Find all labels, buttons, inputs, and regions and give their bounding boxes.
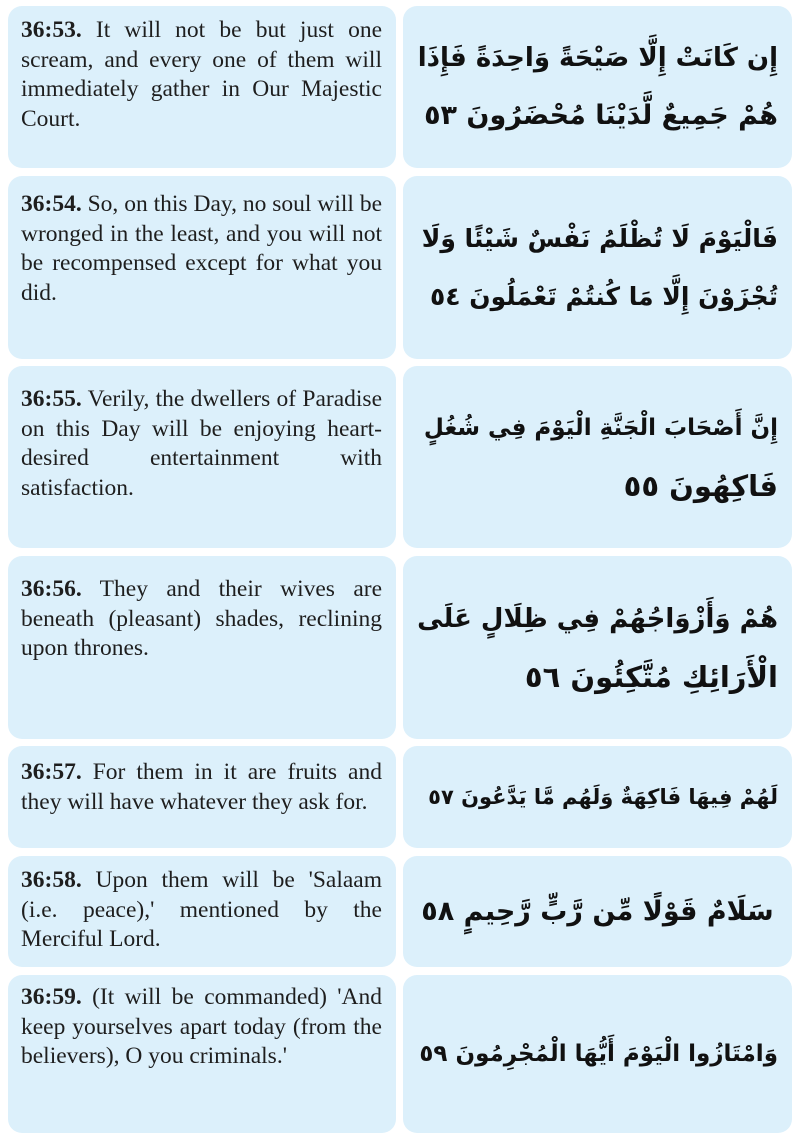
arabic-verse bbox=[417, 29, 778, 145]
verse-row-36-53 bbox=[8, 6, 792, 168]
english-translation-card bbox=[8, 975, 396, 1133]
english-translation bbox=[21, 385, 382, 503]
verse-reference: 36:55. bbox=[21, 386, 82, 412]
verse-reference: 36:56. bbox=[21, 576, 82, 602]
arabic-line: سَلَامٌ قَوْلًا مِّن رَّبٍّ رَّحِيمٍ ٥٨ bbox=[421, 895, 774, 927]
verse-row-36-55 bbox=[8, 366, 792, 548]
english-translation bbox=[21, 758, 382, 817]
arabic-line: هُمْ وَأَزْوَاجُهُمْ فِي ظِلَالٍ عَلَى bbox=[417, 603, 778, 634]
verse-row-36-57 bbox=[8, 746, 792, 848]
english-translation-card bbox=[8, 746, 396, 848]
translation-text: So, on this Day, no soul will be wronged in the least, and you will not be recompensed except for what you did. bbox=[21, 191, 383, 306]
arabic-line: فَاكِهُونَ ٥٥ bbox=[623, 469, 778, 503]
verse-row-36-54 bbox=[8, 176, 792, 359]
english-translation-card bbox=[8, 366, 396, 548]
english-translation bbox=[21, 575, 382, 664]
verse-reference: 36:58. bbox=[21, 867, 82, 893]
arabic-verse-card bbox=[403, 176, 792, 359]
english-translation bbox=[21, 983, 382, 1072]
arabic-line: الْأَرَائِكِ مُتَّكِئُونَ ٥٦ bbox=[524, 659, 778, 694]
arabic-line: فَالْيَوْمَ لَا تُظْلَمُ نَفْسٌ شَيْئًا وَلَا bbox=[421, 223, 778, 253]
translation-text: (It will be commanded) 'And keep yourselves apart today (from the believers), O you criminals.' bbox=[21, 984, 382, 1069]
verse-reference: 36:54. bbox=[21, 191, 82, 217]
verse-row-36-59 bbox=[8, 975, 792, 1133]
verse-reference: 36:59. bbox=[21, 984, 82, 1010]
verse-row-36-58 bbox=[8, 856, 792, 967]
english-translation-card bbox=[8, 856, 396, 967]
arabic-line: لَهُمْ فِيهَا فَاكِهَةٌ وَلَهُم مَّا يَدَّعُونَ ٥٧ bbox=[428, 785, 778, 809]
arabic-verse bbox=[417, 210, 778, 326]
arabic-line: تُجْزَوْنَ إِلَّا مَا كُنتُمْ تَعْمَلُونَ ٥٤ bbox=[430, 281, 778, 311]
arabic-verse bbox=[417, 768, 778, 826]
translation-text: Verily, the dwellers of Paradise on this Day will be enjoying heart-desired entertainment with satisfaction. bbox=[21, 386, 383, 501]
arabic-line: هُمْ جَمِيعٌ لَّدَيْنَا مُحْضَرُونَ ٥٣ bbox=[424, 100, 778, 131]
arabic-verse bbox=[417, 883, 778, 941]
english-translation-card bbox=[8, 176, 396, 359]
translation-text: It will not be but just one scream, and every one of them will immediately gather in Our Majestic Court. bbox=[21, 17, 382, 132]
arabic-line: إِن كَانَتْ إِلَّا صَيْحَةً وَاحِدَةً فَإِذَا bbox=[417, 43, 778, 73]
arabic-verse-card bbox=[403, 975, 792, 1133]
arabic-verse-card bbox=[403, 856, 792, 967]
english-translation-card bbox=[8, 556, 396, 739]
translation-text: They and their wives are beneath (pleasant) shades, reclining upon thrones. bbox=[21, 576, 383, 661]
english-translation bbox=[21, 190, 382, 308]
english-translation bbox=[21, 866, 382, 955]
verse-reference: 36:57. bbox=[21, 759, 82, 785]
arabic-verse bbox=[417, 1025, 778, 1083]
translation-text: For them in it are fruits and they will have whatever they ask for. bbox=[21, 759, 382, 815]
arabic-verse-card bbox=[403, 366, 792, 548]
verse-row-36-56 bbox=[8, 556, 792, 739]
arabic-line: إِنَّ أَصْحَابَ الْجَنَّةِ الْيَوْمَ فِي شُغُلٍ bbox=[423, 415, 778, 441]
arabic-verse bbox=[417, 399, 778, 515]
english-translation bbox=[21, 16, 382, 134]
arabic-verse-card bbox=[403, 556, 792, 739]
translation-text: Upon them will be 'Salaam (i.e. peace),' mentioned by the Merciful Lord. bbox=[21, 867, 383, 952]
arabic-line: وَامْتَازُوا الْيَوْمَ أَيُّهَا الْمُجْرِمُونَ ٥٩ bbox=[419, 1041, 778, 1067]
english-translation-card bbox=[8, 6, 396, 168]
arabic-verse bbox=[417, 590, 778, 706]
arabic-verse-card bbox=[403, 746, 792, 848]
arabic-verse-card bbox=[403, 6, 792, 168]
verse-reference: 36:53. bbox=[21, 17, 82, 43]
